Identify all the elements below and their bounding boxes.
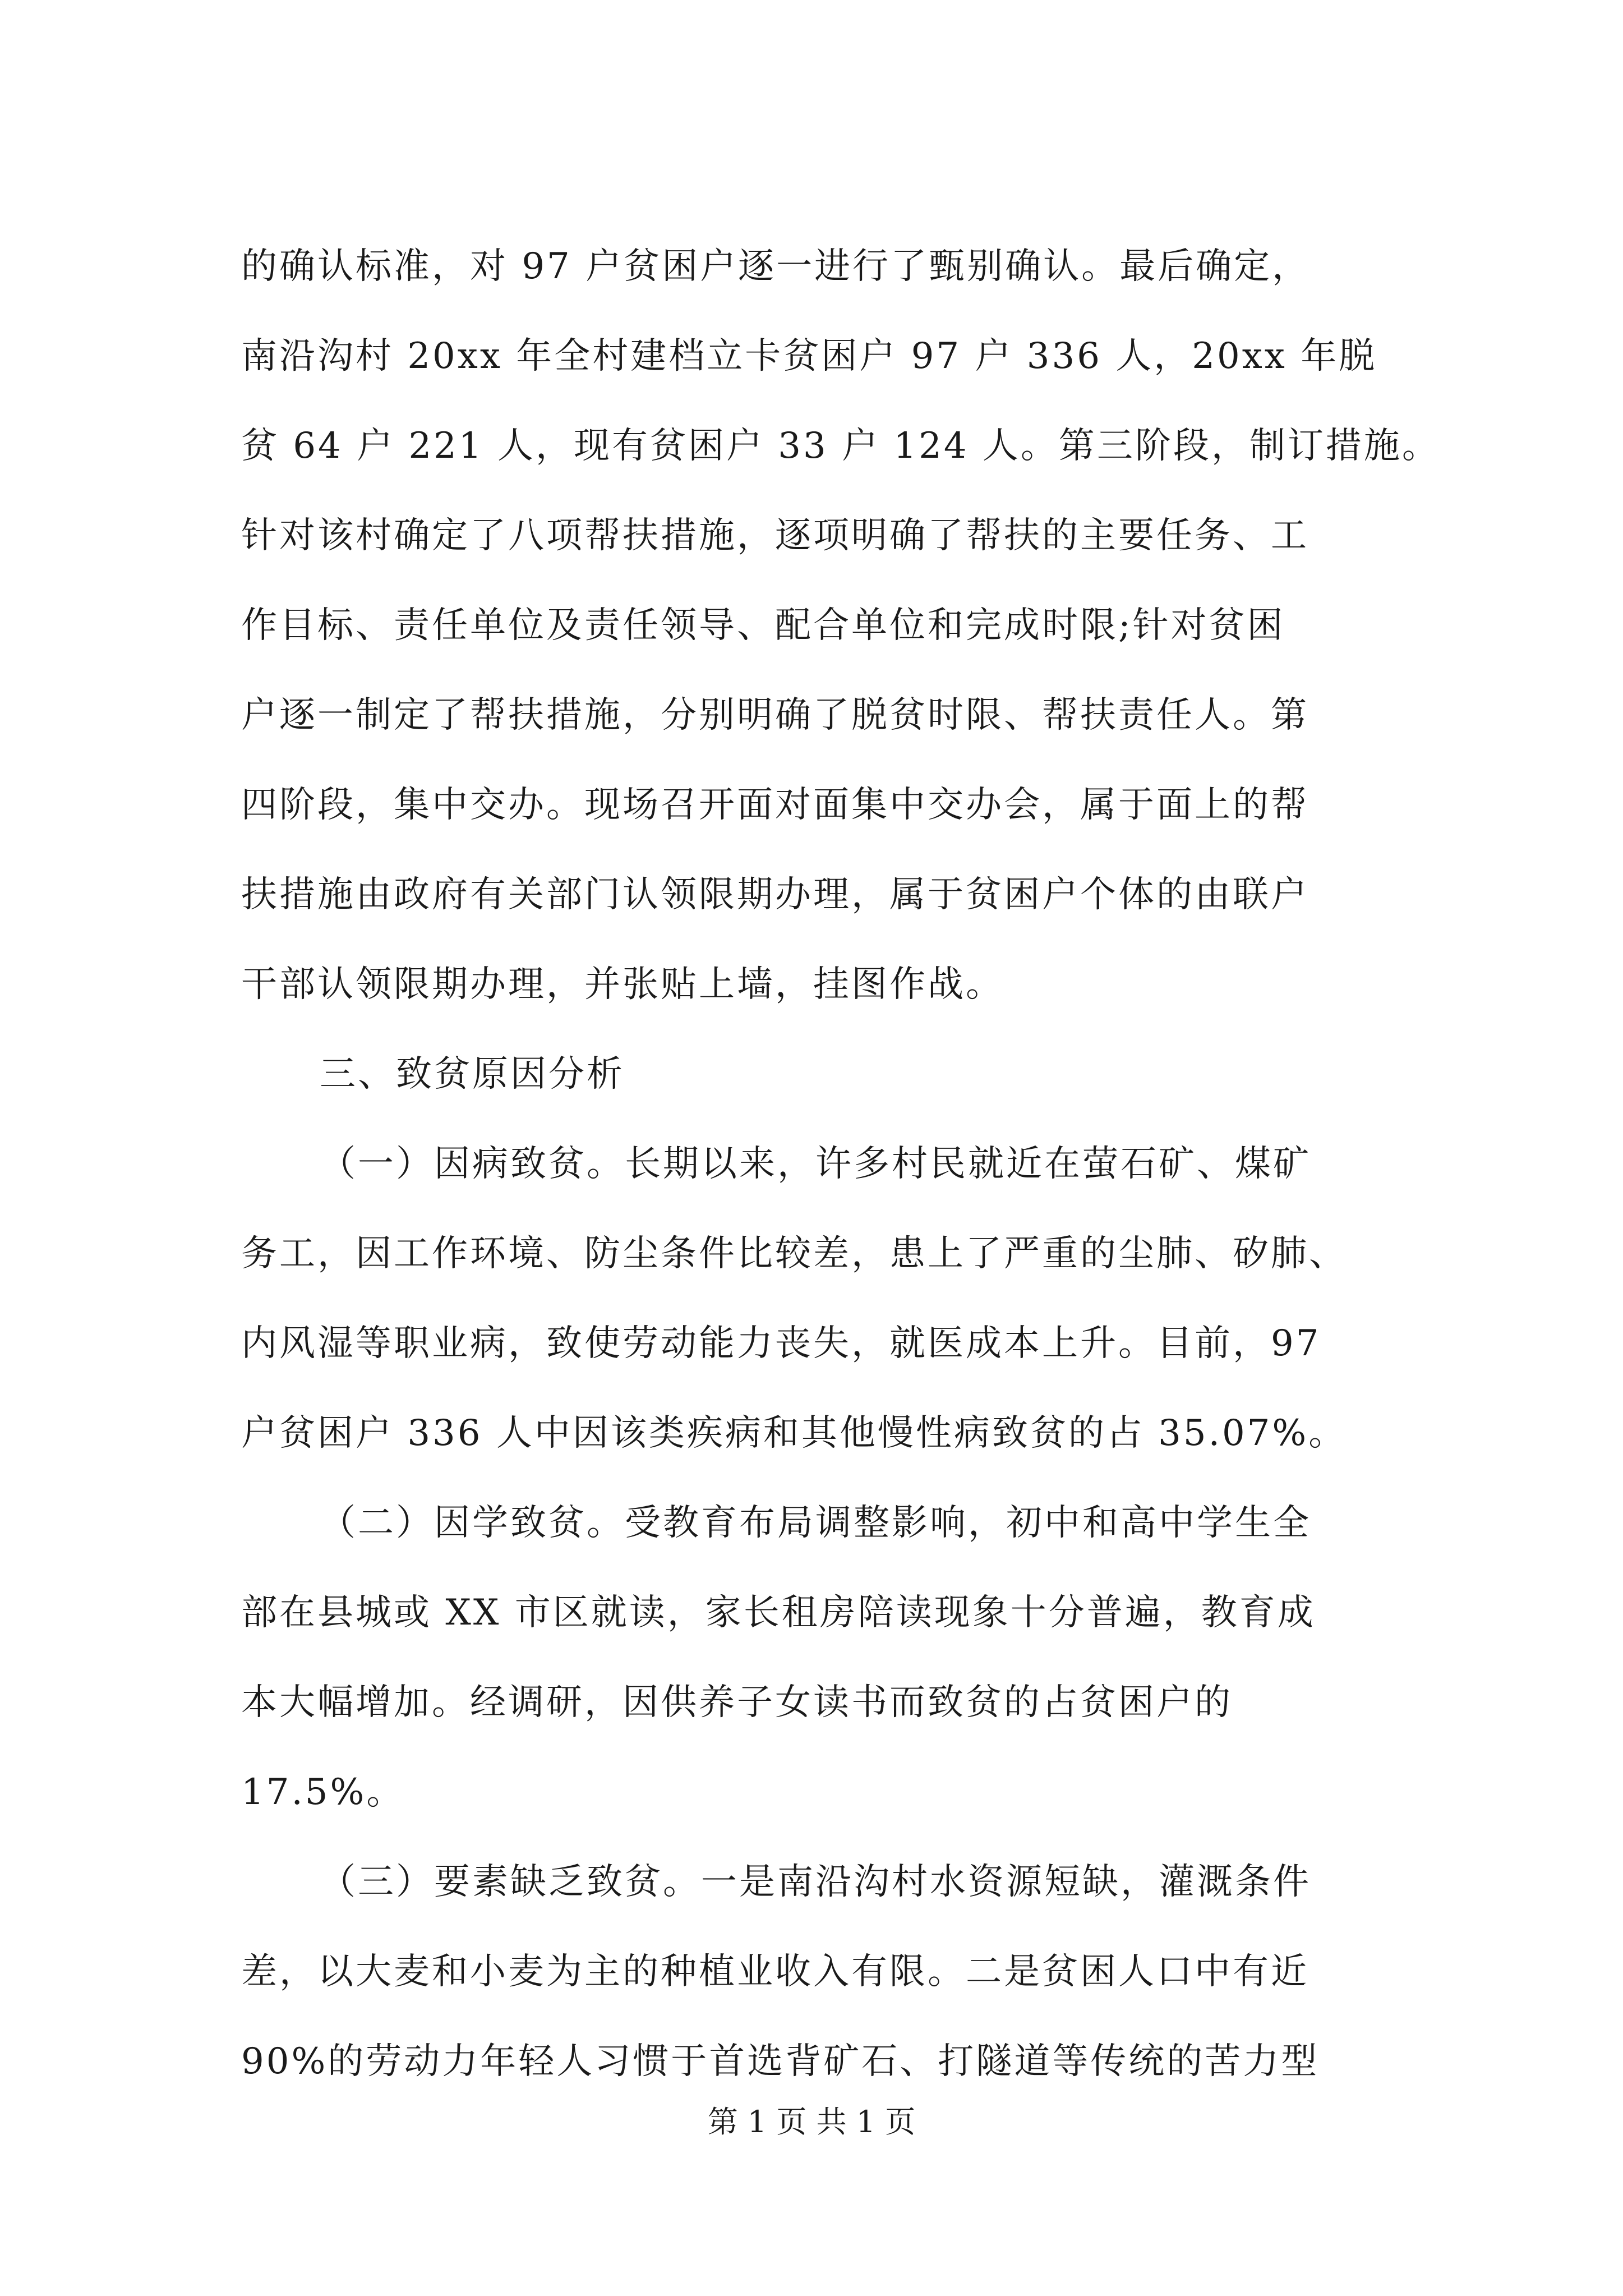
text-line: （一）因病致贫。长期以来，许多村民就近在萤石矿、煤矿 (320, 1143, 1311, 1185)
text-line: 南沿沟村 20xx 年全村建档立卡贫困户 97 户 336 人，20xx 年脱 (241, 335, 1377, 377)
text-line: 贫 64 户 221 人，现有贫困户 33 户 124 人。第三阶段，制订措施。 (241, 425, 1440, 467)
section-heading: 三、致贫原因分析 (320, 1053, 625, 1095)
text-line: 扶措施由政府有关部门认领限期办理，属于贫困户个体的由联户 (241, 874, 1309, 915)
text-line: 针对该村确定了八项帮扶措施，逐项明确了帮扶的主要任务、工 (241, 515, 1309, 556)
text-line: 部在县城或 XX 市区就读，家长租房陪读现象十分普遍，教育成 (241, 1592, 1316, 1634)
text-line: 作目标、责任单位及责任领导、配合单位和完成时限;针对贫困 (241, 605, 1285, 646)
text-line: （三）要素缺乏致贫。一是南沿沟村水资源短缺，灌溉条件 (320, 1861, 1311, 1903)
text-line: 本大幅增加。经调研，因供养子女读书而致贫的占贫困户的 (241, 1682, 1233, 1723)
text-line: 四阶段，集中交办。现场召开面对面集中交办会，属于面上的帮 (241, 784, 1309, 826)
text-line: 务工，因工作环境、防尘条件比较差，患上了严重的尘肺、矽肺、 (241, 1233, 1347, 1274)
page-footer: 第 1 页 共 1 页 (707, 2104, 916, 2139)
text-line: 差，以大麦和小麦为主的种植业收入有限。二是贫困人口中有近 (241, 1951, 1309, 1993)
text-line: （二）因学致贫。受教育布局调整影响，初中和高中学生全 (320, 1502, 1311, 1544)
text-line: 户逐一制定了帮扶措施，分别明确了脱贫时限、帮扶责任人。第 (241, 694, 1309, 736)
text-line: 90%的劳动力年轻人习惯于首选背矿石、打隧道等传统的苦力型 (241, 2041, 1320, 2082)
text-line: 内风湿等职业病，致使劳动能力丧失，就医成本上升。目前，97 (241, 1323, 1321, 1364)
text-line: 的确认标准，对 97 户贫困户逐一进行了甄别确认。最后确定， (241, 246, 1311, 287)
text-line: 17.5%。 (241, 1772, 405, 1813)
text-line: 户贫困户 336 人中因该类疾病和其他慢性病致贫的占 35.07%。 (241, 1412, 1347, 1454)
text-line: 干部认领限期办理，并张贴上墙，挂图作战。 (241, 964, 1004, 1005)
